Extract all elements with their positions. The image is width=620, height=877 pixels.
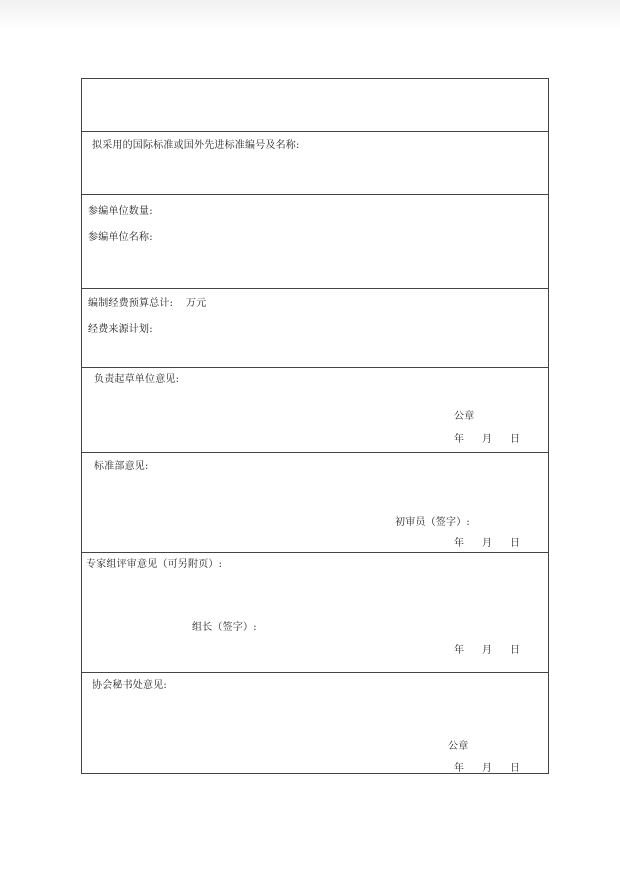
form-row-top-blank	[82, 79, 548, 131]
budget-label: 编制经费预算总计:	[88, 298, 174, 309]
date-month: 月	[482, 434, 493, 445]
budget-unit: 万元	[186, 298, 207, 309]
application-form-table	[81, 78, 549, 774]
secretariat-opinion-label: 协会秘书处意见:	[92, 680, 167, 691]
form-row-participating-units	[82, 194, 548, 288]
group-leader-sign-label: 组长（签字）:	[192, 622, 257, 633]
date-day: 日	[510, 538, 521, 549]
scan-shadow	[0, 0, 620, 30]
drafting-unit-opinion-label: 负责起草单位意见:	[94, 374, 180, 385]
standard-reference-label: 拟采用的国际标准或国外先进标准编号及名称:	[92, 140, 300, 151]
date-day: 日	[510, 763, 521, 774]
form-row-budget	[82, 288, 548, 367]
standards-dept-opinion-label: 标准部意见:	[94, 461, 149, 472]
date-year: 年	[454, 434, 465, 445]
participant-names-label: 参编单位名称:	[88, 232, 153, 243]
expert-group-opinion-label: 专家组评审意见（可另附页）:	[86, 559, 223, 570]
form-row-standard-reference	[82, 131, 548, 194]
date-month: 月	[482, 763, 493, 774]
form-row-drafting-unit-opinion	[82, 367, 548, 452]
date-year: 年	[454, 538, 465, 549]
form-row-expert-group-opinion	[82, 552, 548, 672]
date-month: 月	[482, 645, 493, 656]
date-year: 年	[454, 645, 465, 656]
form-row-standards-dept-opinion	[82, 452, 548, 552]
seal-label: 公章	[454, 411, 475, 422]
form-row-secretariat-opinion	[82, 672, 548, 774]
participant-count-label: 参编单位数量:	[88, 206, 153, 217]
funding-source-label: 经费来源计划:	[88, 324, 153, 335]
date-day: 日	[510, 645, 521, 656]
date-month: 月	[482, 538, 493, 549]
reviewer-sign-label: 初审员（签字）:	[395, 517, 470, 528]
date-year: 年	[454, 763, 465, 774]
date-day: 日	[510, 434, 521, 445]
seal-label: 公章	[448, 741, 469, 752]
